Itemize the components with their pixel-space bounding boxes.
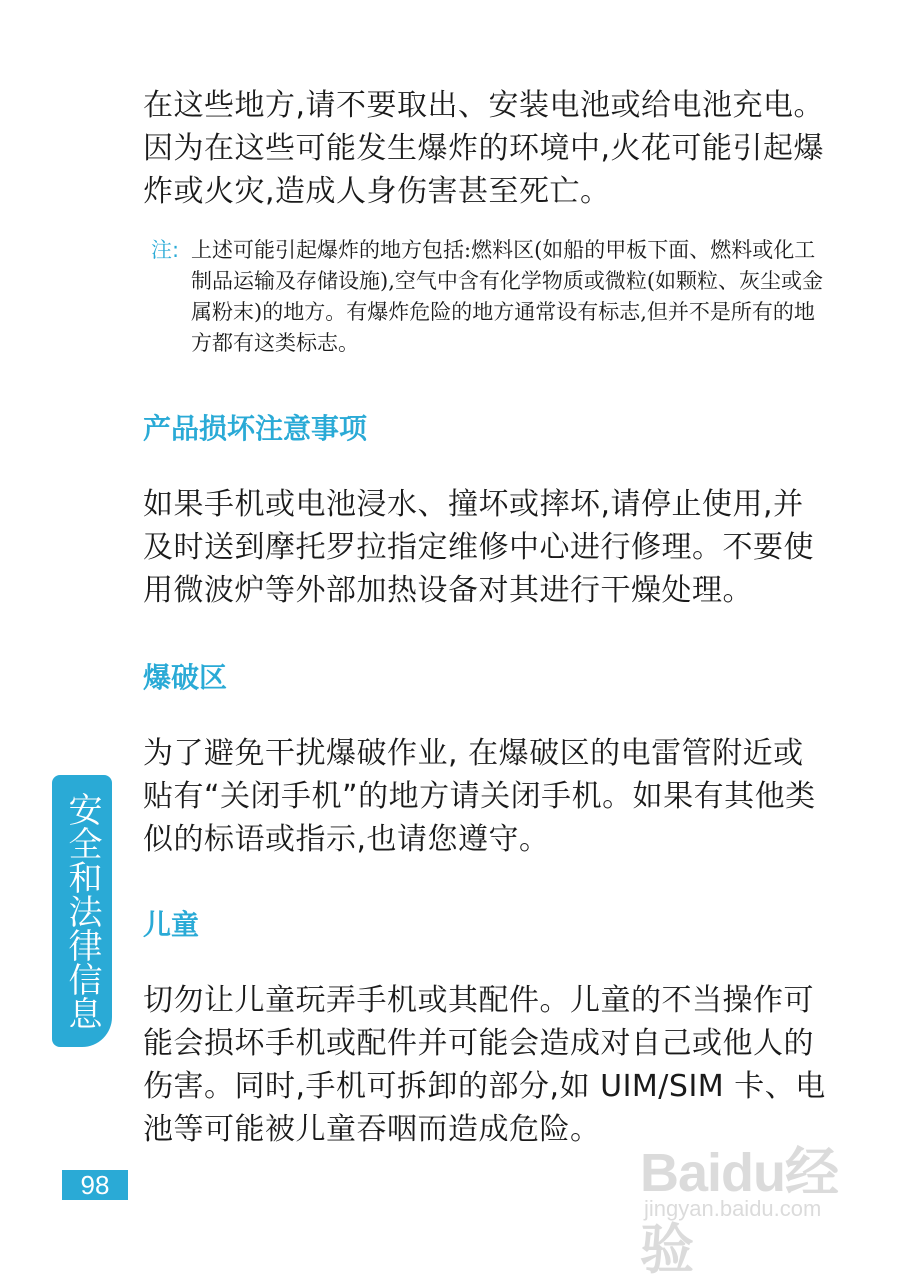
intro-paragraph: 在这些地方,请不要取出、安装电池或给电池充电。因为在这些可能发生爆炸的环境中,火花可能引起爆炸或火灾,造成人身伤害甚至死亡。 bbox=[143, 88, 825, 209]
note-block bbox=[143, 235, 833, 359]
note-text: 上述可能引起爆炸的地方包括:燃料区(如船的甲板下面、燃料或化工制品运输及存储设施),空气中含有化学物质或微粒(如颗粒、灰尘或金属粉末)的地方。有爆炸危险的地方通常设有标志,但并不是所有的地方都有这类标志。 bbox=[191, 238, 824, 355]
page-content bbox=[143, 84, 833, 1151]
section-side-tab bbox=[52, 775, 112, 1047]
watermark-url: jingyan.baidu.com bbox=[644, 1196, 822, 1221]
damage-paragraph: 如果手机或电池浸水、撞坏或摔坏,请停止使用,并及时送到摩托罗拉指定维修中心进行修理。不要使用微波炉等外部加热设备对其进行干燥处理。 bbox=[143, 487, 814, 608]
watermark-logo: Baidu经验 bbox=[640, 1143, 839, 1280]
children-heading: 儿童 bbox=[143, 908, 200, 941]
note-label: 注: bbox=[151, 238, 180, 262]
children-paragraph: 切勿让儿童玩弄手机或其配件。儿童的不当操作可能会损坏手机或配件并可能会造成对自己或他人的伤害。同时,手机可拆卸的部分,如 UIM/SIM 卡、电池等可能被儿童吞咽而造成危险。 bbox=[143, 983, 826, 1147]
baidu-watermark bbox=[640, 1120, 880, 1280]
blast-paragraph: 为了避免干扰爆破作业, 在爆破区的电雷管附近或贴有“关闭手机”的地方请关闭手机。如果有其他类似的标语或指示,也请您遵守。 bbox=[143, 736, 816, 857]
page-number: 98 bbox=[62, 1170, 128, 1200]
damage-heading: 产品损坏注意事项 bbox=[143, 412, 368, 445]
side-tab-label: 安全和法律信息 bbox=[62, 792, 102, 1030]
blast-heading: 爆破区 bbox=[143, 661, 228, 694]
